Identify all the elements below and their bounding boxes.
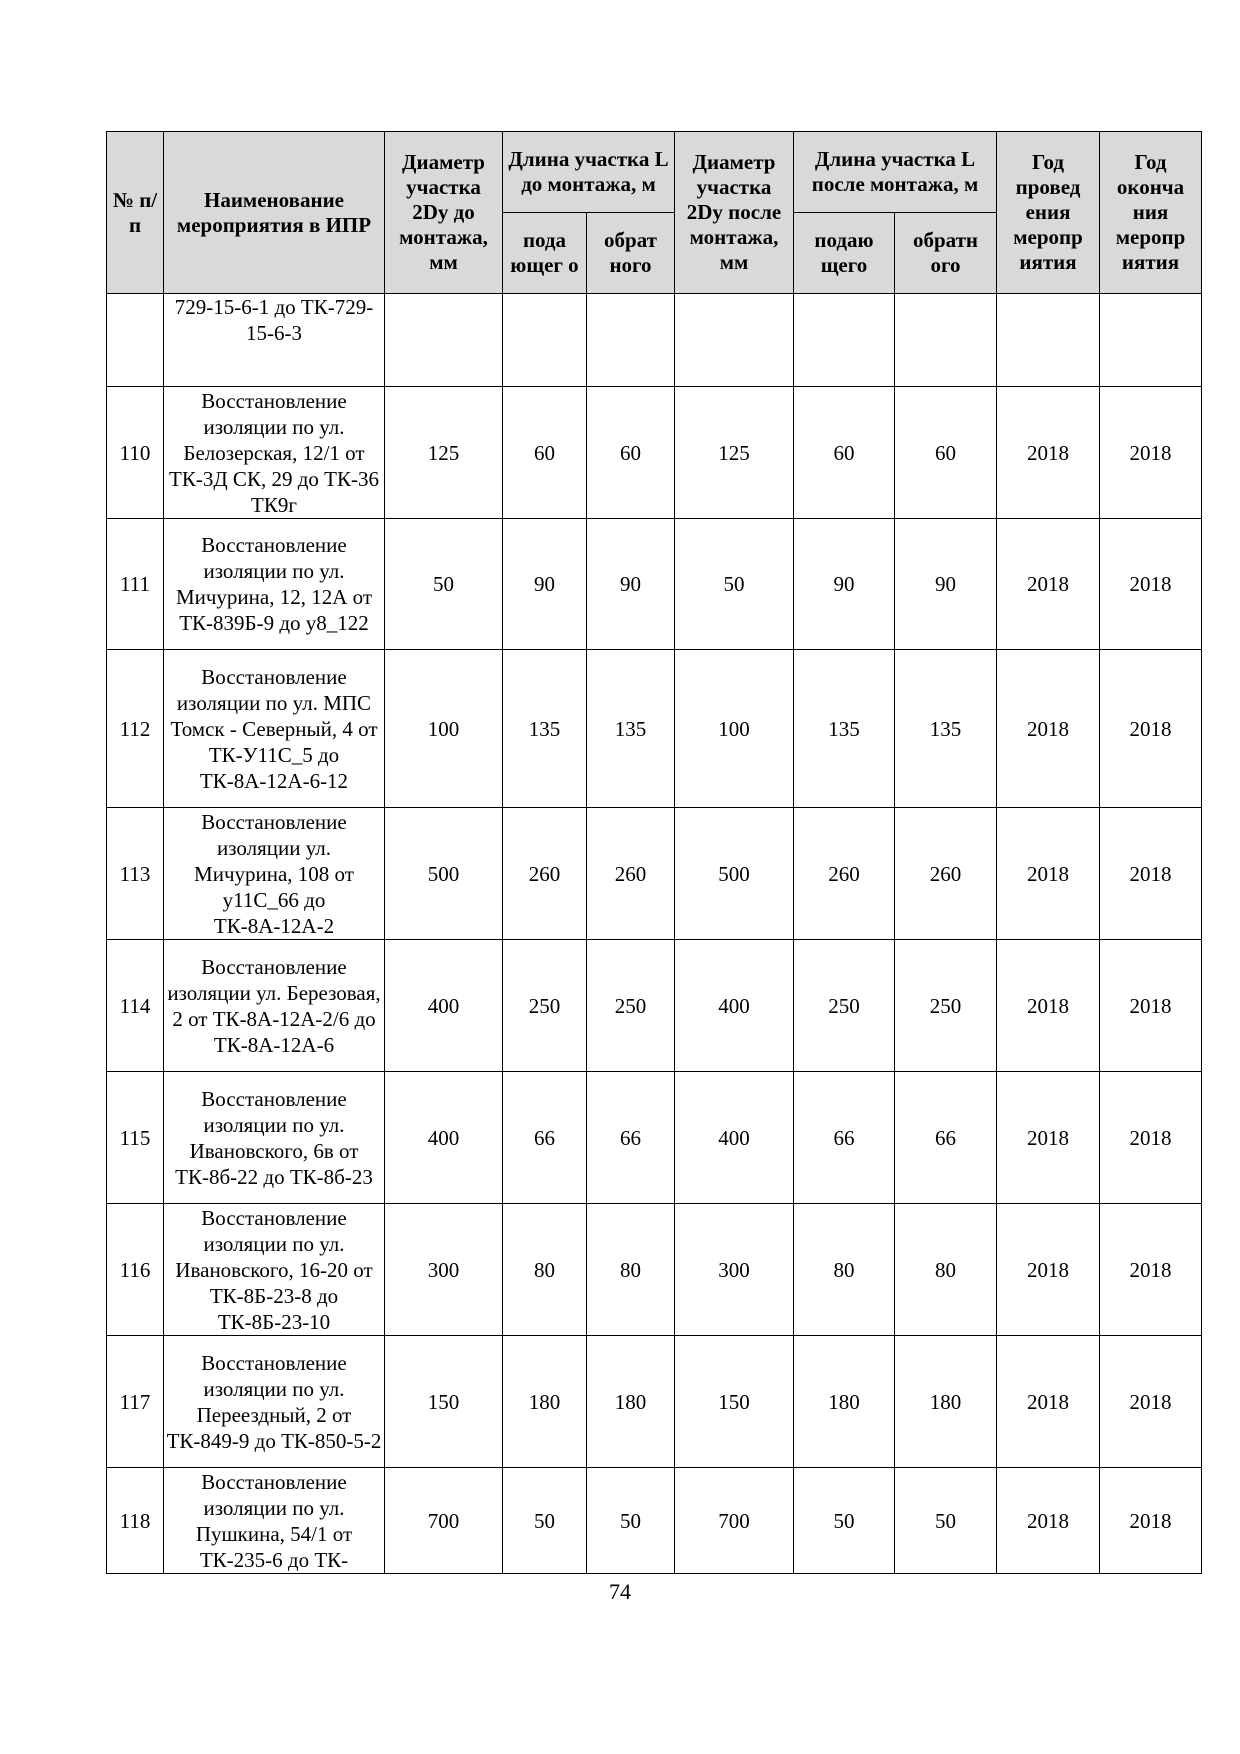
cell-year-start: 2018 bbox=[997, 1204, 1100, 1336]
cell-len-after-return: 50 bbox=[895, 1468, 997, 1574]
cell-len-after-return bbox=[895, 294, 997, 387]
cell-name: Восстановление изоляции по ул. Переездный, 2 от ТК-849-9 до ТК-850-5-2 bbox=[164, 1336, 385, 1468]
cell-name: Восстановление изоляции по ул. МПС Томск - Северный, 4 от ТК-У11С_5 до ТК-8А-12А-6-12 bbox=[164, 650, 385, 808]
table-body bbox=[107, 294, 1202, 1574]
cell-len-after-supply: 90 bbox=[794, 519, 895, 650]
cell-len-before-supply bbox=[503, 294, 587, 387]
cell-len-after-return: 250 bbox=[895, 940, 997, 1072]
cell-len-after-supply bbox=[794, 294, 895, 387]
table-row bbox=[107, 387, 1202, 519]
cell-year-end: 2018 bbox=[1100, 519, 1202, 650]
table-row bbox=[107, 940, 1202, 1072]
cell-name: Восстановление изоляции ул. Березовая, 2 от ТК-8А-12А-2/6 до ТК-8А-12А-6 bbox=[164, 940, 385, 1072]
cell-len-before-return: 50 bbox=[587, 1468, 675, 1574]
cell-year-start: 2018 bbox=[997, 519, 1100, 650]
cell-len-after-supply: 66 bbox=[794, 1072, 895, 1204]
cell-len-after-return: 180 bbox=[895, 1336, 997, 1468]
cell-num: 111 bbox=[107, 519, 164, 650]
cell-diam-after: 150 bbox=[675, 1336, 794, 1468]
cell-len-before-supply: 180 bbox=[503, 1336, 587, 1468]
cell-diam-after bbox=[675, 294, 794, 387]
cell-len-after-supply: 135 bbox=[794, 650, 895, 808]
cell-diam-after: 50 bbox=[675, 519, 794, 650]
header-len-before: Длина участка L до монтажа, м bbox=[503, 132, 675, 213]
cell-diam-before: 400 bbox=[385, 1072, 503, 1204]
cell-len-after-supply: 80 bbox=[794, 1204, 895, 1336]
cell-num: 112 bbox=[107, 650, 164, 808]
cell-len-after-supply: 250 bbox=[794, 940, 895, 1072]
table-row bbox=[107, 650, 1202, 808]
cell-diam-before: 300 bbox=[385, 1204, 503, 1336]
cell-len-before-supply: 90 bbox=[503, 519, 587, 650]
cell-diam-before: 150 bbox=[385, 1336, 503, 1468]
cell-len-before-return: 135 bbox=[587, 650, 675, 808]
header-len-after-return: обратн ого bbox=[895, 213, 997, 294]
cell-len-before-return: 250 bbox=[587, 940, 675, 1072]
table-row bbox=[107, 1468, 1202, 1574]
cell-len-before-return: 260 bbox=[587, 808, 675, 940]
cell-len-before-supply: 50 bbox=[503, 1468, 587, 1574]
cell-year-start: 2018 bbox=[997, 1336, 1100, 1468]
measures-table bbox=[106, 131, 1202, 1574]
cell-diam-after: 700 bbox=[675, 1468, 794, 1574]
cell-num: 113 bbox=[107, 808, 164, 940]
cell-len-after-return: 260 bbox=[895, 808, 997, 940]
cell-name: Восстановление изоляции по ул. Ивановского, 16-20 от ТК-8Б-23-8 до ТК-8Б-23-10 bbox=[164, 1204, 385, 1336]
header-len-before-supply: пода ющег о bbox=[503, 213, 587, 294]
cell-year-end: 2018 bbox=[1100, 1072, 1202, 1204]
cell-year-end: 2018 bbox=[1100, 1204, 1202, 1336]
cell-diam-before: 100 bbox=[385, 650, 503, 808]
cell-num: 118 bbox=[107, 1468, 164, 1574]
cell-len-after-return: 66 bbox=[895, 1072, 997, 1204]
cell-diam-before: 500 bbox=[385, 808, 503, 940]
cell-diam-before: 125 bbox=[385, 387, 503, 519]
header-len-before-return: обрат ного bbox=[587, 213, 675, 294]
cell-year-start: 2018 bbox=[997, 808, 1100, 940]
cell-num: 110 bbox=[107, 387, 164, 519]
cell-diam-after: 300 bbox=[675, 1204, 794, 1336]
cell-year-end: 2018 bbox=[1100, 387, 1202, 519]
cell-name: Восстановление изоляции по ул. Белозерская, 12/1 от ТК-3Д СК, 29 до ТК-36 ТК9г bbox=[164, 387, 385, 519]
cell-diam-after: 500 bbox=[675, 808, 794, 940]
cell-year-start: 2018 bbox=[997, 940, 1100, 1072]
cell-year-start: 2018 bbox=[997, 1072, 1100, 1204]
cell-len-after-supply: 50 bbox=[794, 1468, 895, 1574]
table-header bbox=[107, 132, 1202, 294]
cell-year-end bbox=[1100, 294, 1202, 387]
cell-len-after-return: 90 bbox=[895, 519, 997, 650]
cell-year-start bbox=[997, 294, 1100, 387]
cell-len-before-return: 66 bbox=[587, 1072, 675, 1204]
cell-num bbox=[107, 294, 164, 387]
cell-num: 116 bbox=[107, 1204, 164, 1336]
cell-name: Восстановление изоляции по ул. Пушкина, 54/1 от ТК-235-6 до ТК- bbox=[164, 1468, 385, 1574]
cell-len-before-return bbox=[587, 294, 675, 387]
cell-len-after-supply: 260 bbox=[794, 808, 895, 940]
cell-len-before-return: 60 bbox=[587, 387, 675, 519]
table-row bbox=[107, 1204, 1202, 1336]
cell-len-before-return: 90 bbox=[587, 519, 675, 650]
cell-year-start: 2018 bbox=[997, 1468, 1100, 1574]
page-number: 74 bbox=[609, 1579, 631, 1604]
table-row bbox=[107, 1336, 1202, 1468]
cell-num: 117 bbox=[107, 1336, 164, 1468]
cell-diam-before bbox=[385, 294, 503, 387]
cell-name: Восстановление изоляции ул. Мичурина, 108 от у11С_66 до ТК-8А-12А-2 bbox=[164, 808, 385, 940]
cell-len-before-supply: 66 bbox=[503, 1072, 587, 1204]
header-year-start: Год провед ения меропр иятия bbox=[997, 132, 1100, 294]
cell-len-before-supply: 250 bbox=[503, 940, 587, 1072]
cell-diam-after: 100 bbox=[675, 650, 794, 808]
cell-len-before-return: 80 bbox=[587, 1204, 675, 1336]
cell-len-before-supply: 60 bbox=[503, 387, 587, 519]
cell-year-start: 2018 bbox=[997, 650, 1100, 808]
continuation-row bbox=[107, 294, 1202, 387]
cell-len-after-return: 135 bbox=[895, 650, 997, 808]
header-len-after-supply: подаю щего bbox=[794, 213, 895, 294]
cell-diam-after: 400 bbox=[675, 1072, 794, 1204]
cell-diam-after: 125 bbox=[675, 387, 794, 519]
cell-name: 729-15-6-1 до ТК-729-15-6-3 bbox=[164, 294, 385, 387]
header-year-end: Год оконча ния меропр иятия bbox=[1100, 132, 1202, 294]
cell-num: 114 bbox=[107, 940, 164, 1072]
table-row bbox=[107, 1072, 1202, 1204]
header-len-after: Длина участка L после монтажа, м bbox=[794, 132, 997, 213]
cell-year-end: 2018 bbox=[1100, 650, 1202, 808]
cell-diam-after: 400 bbox=[675, 940, 794, 1072]
cell-name: Восстановление изоляции по ул. Мичурина, 12, 12А от ТК-839Б-9 до у8_122 bbox=[164, 519, 385, 650]
cell-len-after-supply: 60 bbox=[794, 387, 895, 519]
table-row bbox=[107, 519, 1202, 650]
cell-len-before-return: 180 bbox=[587, 1336, 675, 1468]
table-row bbox=[107, 808, 1202, 940]
cell-year-end: 2018 bbox=[1100, 808, 1202, 940]
cell-year-end: 2018 bbox=[1100, 1468, 1202, 1574]
header-name: Наименование мероприятия в ИПР bbox=[164, 132, 385, 294]
header-diam-after: Диаметр участка 2Dy после монтажа, мм bbox=[675, 132, 794, 294]
header-num: № п/п bbox=[107, 132, 164, 294]
cell-year-end: 2018 bbox=[1100, 1336, 1202, 1468]
cell-len-after-supply: 180 bbox=[794, 1336, 895, 1468]
cell-diam-before: 50 bbox=[385, 519, 503, 650]
cell-diam-before: 400 bbox=[385, 940, 503, 1072]
cell-num: 115 bbox=[107, 1072, 164, 1204]
cell-year-end: 2018 bbox=[1100, 940, 1202, 1072]
cell-name: Восстановление изоляции по ул. Ивановского, 6в от ТК-8б-22 до ТК-8б-23 bbox=[164, 1072, 385, 1204]
header-diam-before: Диаметр участка 2Dy до монтажа, мм bbox=[385, 132, 503, 294]
cell-len-before-supply: 80 bbox=[503, 1204, 587, 1336]
cell-len-after-return: 80 bbox=[895, 1204, 997, 1336]
cell-len-before-supply: 260 bbox=[503, 808, 587, 940]
cell-len-before-supply: 135 bbox=[503, 650, 587, 808]
cell-len-after-return: 60 bbox=[895, 387, 997, 519]
cell-diam-before: 700 bbox=[385, 1468, 503, 1574]
cell-year-start: 2018 bbox=[997, 387, 1100, 519]
